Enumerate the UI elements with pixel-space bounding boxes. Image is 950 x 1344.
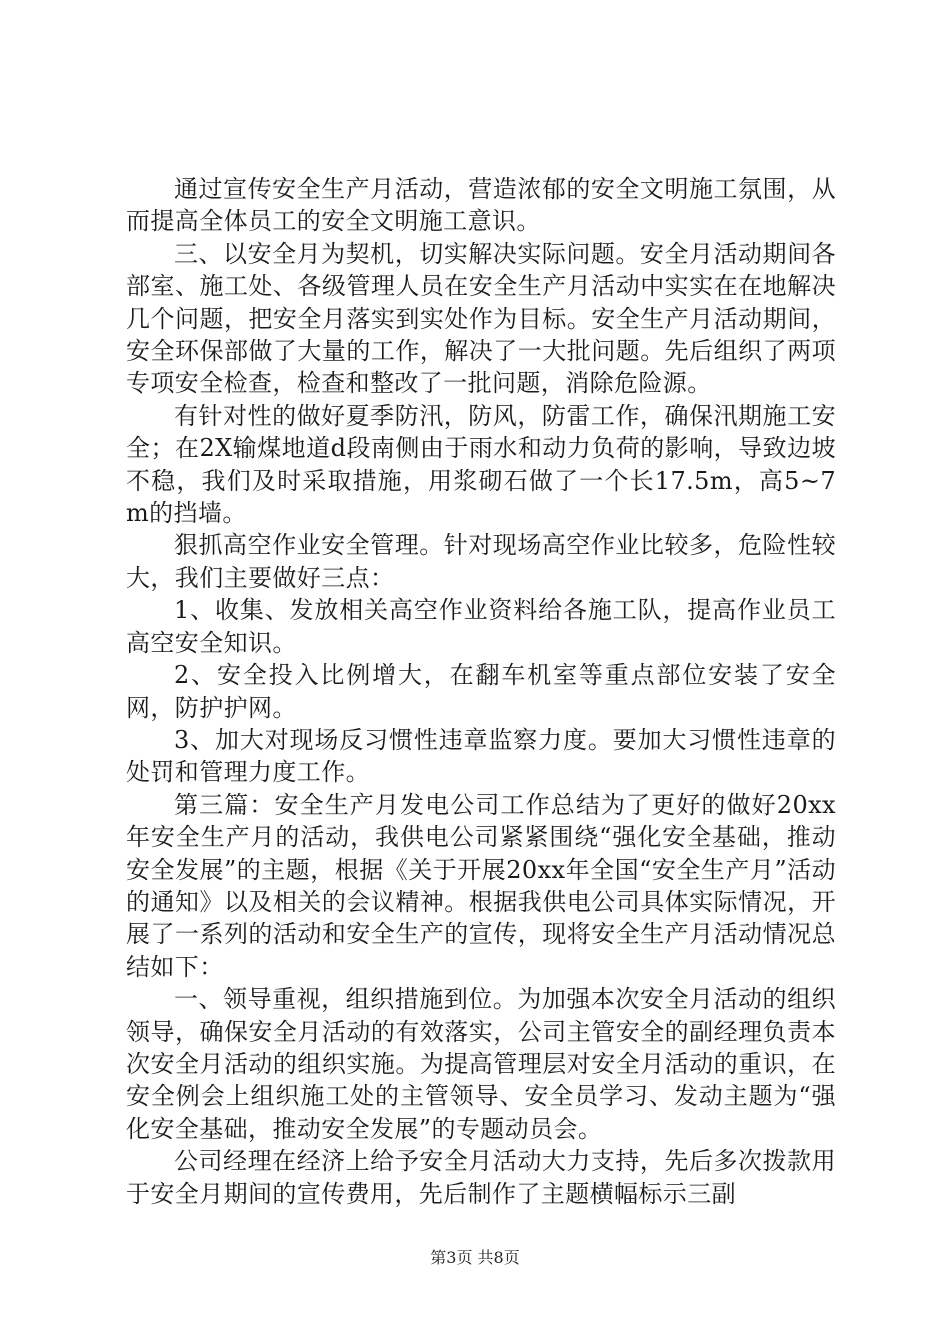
paragraph-1: 通过宣传安全生产月活动，营造浓郁的安全文明施工氛围，从而提高全体员工的安全文明施工意识。 bbox=[126, 175, 836, 236]
paragraph-3: 有针对性的做好夏季防汛，防风，防雷工作，确保汛期施工安全；在2X输煤地道d段南侧由于雨水和动力负荷的影响，导致边坡不稳，我们及时采取措施，用浆砌石做了一个长17.5m，高5~7m的挡墙。 bbox=[126, 401, 836, 528]
list-item-3: 3、加大对现场反习惯性违章监察力度。要加大习惯性违章的处罚和管理力度工作。 bbox=[126, 725, 836, 787]
list-item-1: 1、收集、发放相关高空作业资料给各施工队，提高作业员工高空安全知识。 bbox=[126, 596, 836, 657]
paragraph-4: 狠抓高空作业安全管理。针对现场高空作业比较多，危险性较大，我们主要做好三点： bbox=[126, 531, 836, 592]
paragraph-section-3: 第三篇：安全生产月发电公司工作总结为了更好的做好20xx年安全生产月的活动，我供电公司紧紧围绕“强化安全基础，推动安全发展”的主题，根据《关于开展20xx年全国“安全生产月”活动的通知》以及相关的会议精神。根据我供电公司具体实际情况，开展了一系列的活动和安全生产的宣传，现将安全生产月活动情况总结如下： bbox=[126, 790, 836, 981]
paragraph-2: 三、以安全月为契机，切实解决实际问题。安全月活动期间各部室、施工处、各级管理人员在安全生产月活动中实实在在地解决几个问题，把安全月落实到实处作为目标。安全生产月活动期间，安全环保部做了大量的工作，解决了一大批问题。先后组织了两项专项安全检查，检查和整改了一批问题，消除危险源。 bbox=[126, 239, 836, 398]
paragraph-5: 一、领导重视，组织措施到位。为加强本次安全月活动的组织领导，确保安全月活动的有效落实，公司主管安全的副经理负责本次安全月活动的组织实施。为提高管理层对安全月活动的重识，在安全例会上组织施工处的主管领导、安全员学习、发动主题为“强化安全基础，推动安全发展”的专题动员会。 bbox=[126, 985, 836, 1143]
paragraph-6: 公司经理在经济上给予安全月活动大力支持，先后多次拨款用于安全月期间的宣传费用，先后制作了主题横幅标示三副 bbox=[126, 1147, 836, 1208]
document-body bbox=[126, 173, 836, 1210]
page-footer: 第3页 共8页 bbox=[430, 1248, 520, 1267]
list-item-2: 2、安全投入比例增大，在翻车机室等重点部位安装了安全网，防护护网。 bbox=[126, 661, 836, 722]
